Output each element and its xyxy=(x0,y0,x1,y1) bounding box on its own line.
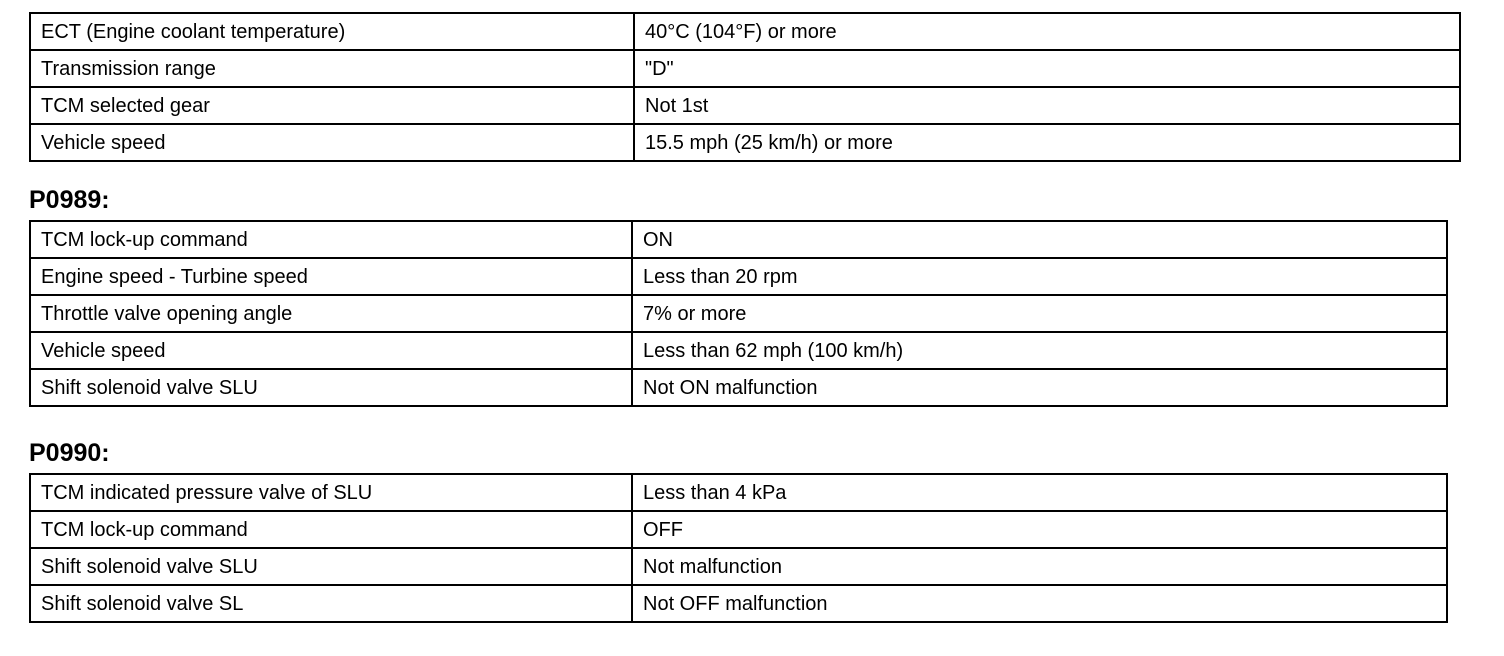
condition-cell: Transmission range xyxy=(30,50,634,87)
condition-cell: Vehicle speed xyxy=(30,124,634,161)
value-cell: Less than 4 kPa xyxy=(632,474,1447,511)
table-row xyxy=(30,50,1460,87)
table-row xyxy=(30,474,1447,511)
table-row xyxy=(30,295,1447,332)
value-cell: 40°C (104°F) or more xyxy=(634,13,1460,50)
condition-cell: Shift solenoid valve SL xyxy=(30,585,632,622)
value-cell: Not 1st xyxy=(634,87,1460,124)
table-row xyxy=(30,124,1460,161)
table-row xyxy=(30,13,1460,50)
condition-cell: Vehicle speed xyxy=(30,332,632,369)
value-cell: OFF xyxy=(632,511,1447,548)
table-row xyxy=(30,221,1447,258)
conditions-table-p0990 xyxy=(29,473,1448,623)
value-cell: Not OFF malfunction xyxy=(632,585,1447,622)
table-row xyxy=(30,258,1447,295)
conditions-table-continued xyxy=(29,12,1461,162)
condition-cell: Engine speed - Turbine speed xyxy=(30,258,632,295)
condition-cell: TCM indicated pressure valve of SLU xyxy=(30,474,632,511)
condition-cell: Shift solenoid valve SLU xyxy=(30,548,632,585)
value-cell: Less than 62 mph (100 km/h) xyxy=(632,332,1447,369)
table-row xyxy=(30,332,1447,369)
section-heading-p0989: P0989: xyxy=(29,186,110,214)
table-row xyxy=(30,585,1447,622)
section-heading-p0990: P0990: xyxy=(29,439,110,467)
value-cell: Not malfunction xyxy=(632,548,1447,585)
condition-cell: TCM lock-up command xyxy=(30,221,632,258)
value-cell: 15.5 mph (25 km/h) or more xyxy=(634,124,1460,161)
table-row xyxy=(30,369,1447,406)
condition-cell: Throttle valve opening angle xyxy=(30,295,632,332)
conditions-table-p0989 xyxy=(29,220,1448,407)
value-cell: 7% or more xyxy=(632,295,1447,332)
value-cell: ON xyxy=(632,221,1447,258)
value-cell: "D" xyxy=(634,50,1460,87)
condition-cell: TCM selected gear xyxy=(30,87,634,124)
condition-cell: ECT (Engine coolant temperature) xyxy=(30,13,634,50)
table-row xyxy=(30,87,1460,124)
value-cell: Not ON malfunction xyxy=(632,369,1447,406)
table-row xyxy=(30,548,1447,585)
condition-cell: Shift solenoid valve SLU xyxy=(30,369,632,406)
value-cell: Less than 20 rpm xyxy=(632,258,1447,295)
condition-cell: TCM lock-up command xyxy=(30,511,632,548)
table-row xyxy=(30,511,1447,548)
